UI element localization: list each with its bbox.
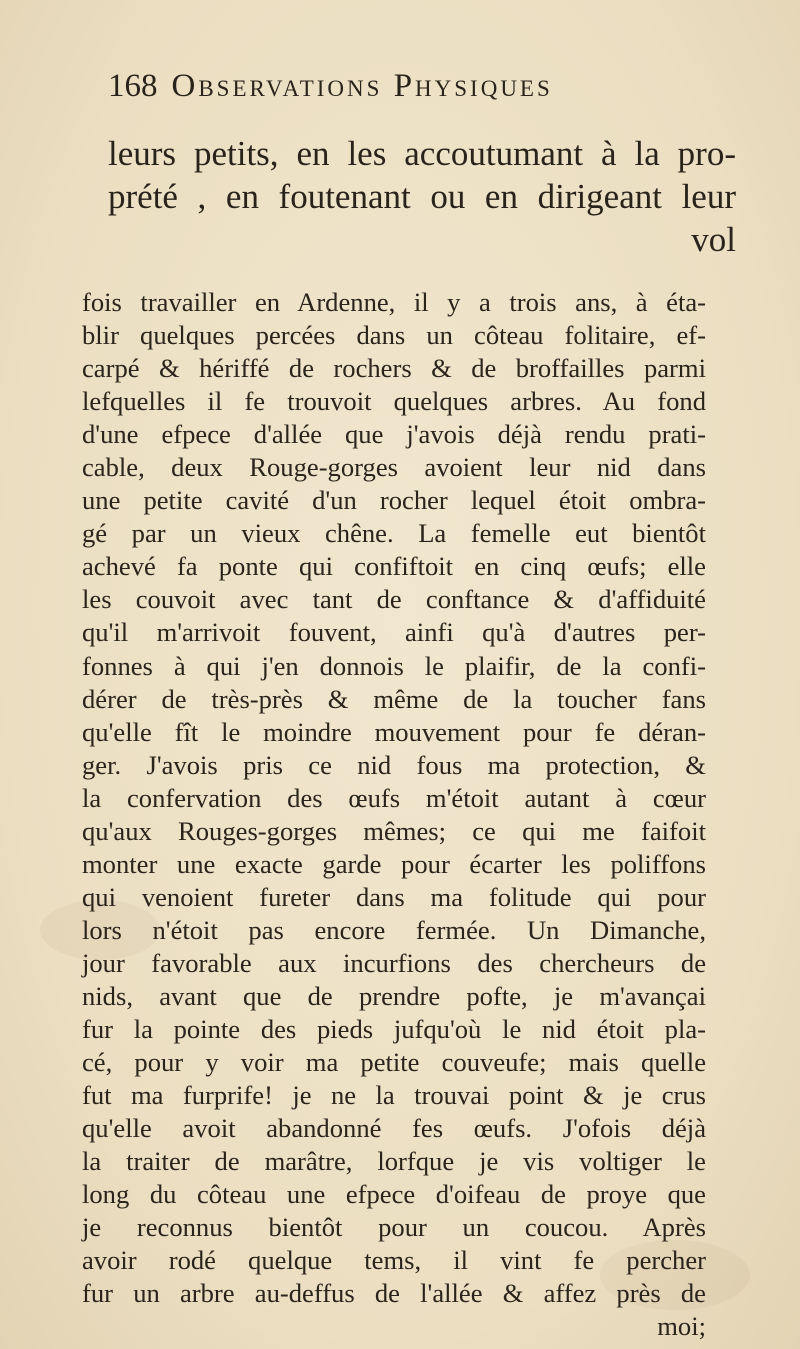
text-line: lefquelles il fe trouvoit quelques arbres. Au fond xyxy=(82,386,706,417)
text-line: monter une exacte garde pour écarter les poliffons xyxy=(82,848,706,879)
text-line: cable, deux Rouge-gorges avoient leur nid dans xyxy=(82,452,706,483)
text-line: achevé fa ponte qui confiftoit en cinq œufs; elle xyxy=(82,551,706,582)
text-line: lors n'étoit pas encore fermée. Un Dimanche, xyxy=(82,914,706,945)
text-line: avoir rodé quelque tems, il vint fe percher xyxy=(82,1245,706,1276)
text-line: moi; xyxy=(657,1311,706,1342)
fragment-line: leurs petits, en les accoutumant à la pro- xyxy=(108,134,736,173)
running-title: Observations Physiques xyxy=(171,68,553,104)
text-line: fut ma furprife! je ne la trouvai point & je crus xyxy=(82,1080,706,1111)
text-line: qu'elle fît le moindre mouvement pour fe déran- xyxy=(82,716,706,747)
text-line: fur la pointe des pieds jufqu'où le nid étoit pla- xyxy=(82,1014,706,1045)
text-line: carpé & hériffé de rochers & de broffailles parmi xyxy=(82,353,706,384)
text-line: je reconnus bientôt pour un coucou. Après xyxy=(82,1212,706,1243)
text-line: d'une efpece d'allée que j'avois déjà rendu prati- xyxy=(82,419,706,450)
text-line: blir quelques percées dans un côteau folitaire, ef- xyxy=(82,320,706,351)
text-line: la confervation des œufs m'étoit autant à cœur xyxy=(82,782,706,813)
running-header xyxy=(108,68,708,108)
text-line: ger. J'avois pris ce nid fous ma protection, & xyxy=(82,749,706,780)
fragment-line: prété , en foutenant ou en dirigeant leur xyxy=(108,177,736,216)
text-line: dérer de très-près & même de la toucher fans xyxy=(82,683,706,714)
text-line: la traiter de marâtre, lorfque je vis voltiger le xyxy=(82,1146,706,1177)
fragment-text xyxy=(108,132,736,261)
text-line: qu'il m'arrivoit fouvent, ainfi qu'à d'autres per- xyxy=(82,617,706,648)
text-line: qui venoient fureter dans ma folitude qui pour xyxy=(82,881,706,912)
text-line: qu'aux Rouges-gorges mêmes; ce qui me faifoit xyxy=(82,815,706,846)
page-number: 168 xyxy=(108,68,158,104)
text-line: long du côteau une efpece d'oifeau de proye que xyxy=(82,1179,706,1210)
text-line: jour favorable aux incurfions des chercheurs de xyxy=(82,947,706,978)
text-line: gé par un vieux chêne. La femelle eut bientôt xyxy=(82,518,706,549)
text-line: qu'elle avoit abandonné fes œufs. J'ofois déjà xyxy=(82,1113,706,1144)
text-line: une petite cavité d'un rocher lequel étoit ombra- xyxy=(82,485,706,516)
body-paragraph xyxy=(82,286,706,1344)
text-line: cé, pour y voir ma petite couveufe; mais quelle xyxy=(82,1047,706,1078)
fragment-line: vol xyxy=(691,220,736,259)
text-line: les couvoit avec tant de conftance & d'affiduité xyxy=(82,584,706,615)
text-line: fois travailler en Ardenne, il y a trois ans, à éta- xyxy=(82,287,706,317)
text-line: fur un arbre au-deffus de l'allée & affez près de xyxy=(82,1278,706,1309)
text-line: nids, avant que de prendre pofte, je m'avançai xyxy=(82,980,706,1011)
text-line: fonnes à qui j'en donnois le plaifir, de la confi- xyxy=(82,650,706,681)
